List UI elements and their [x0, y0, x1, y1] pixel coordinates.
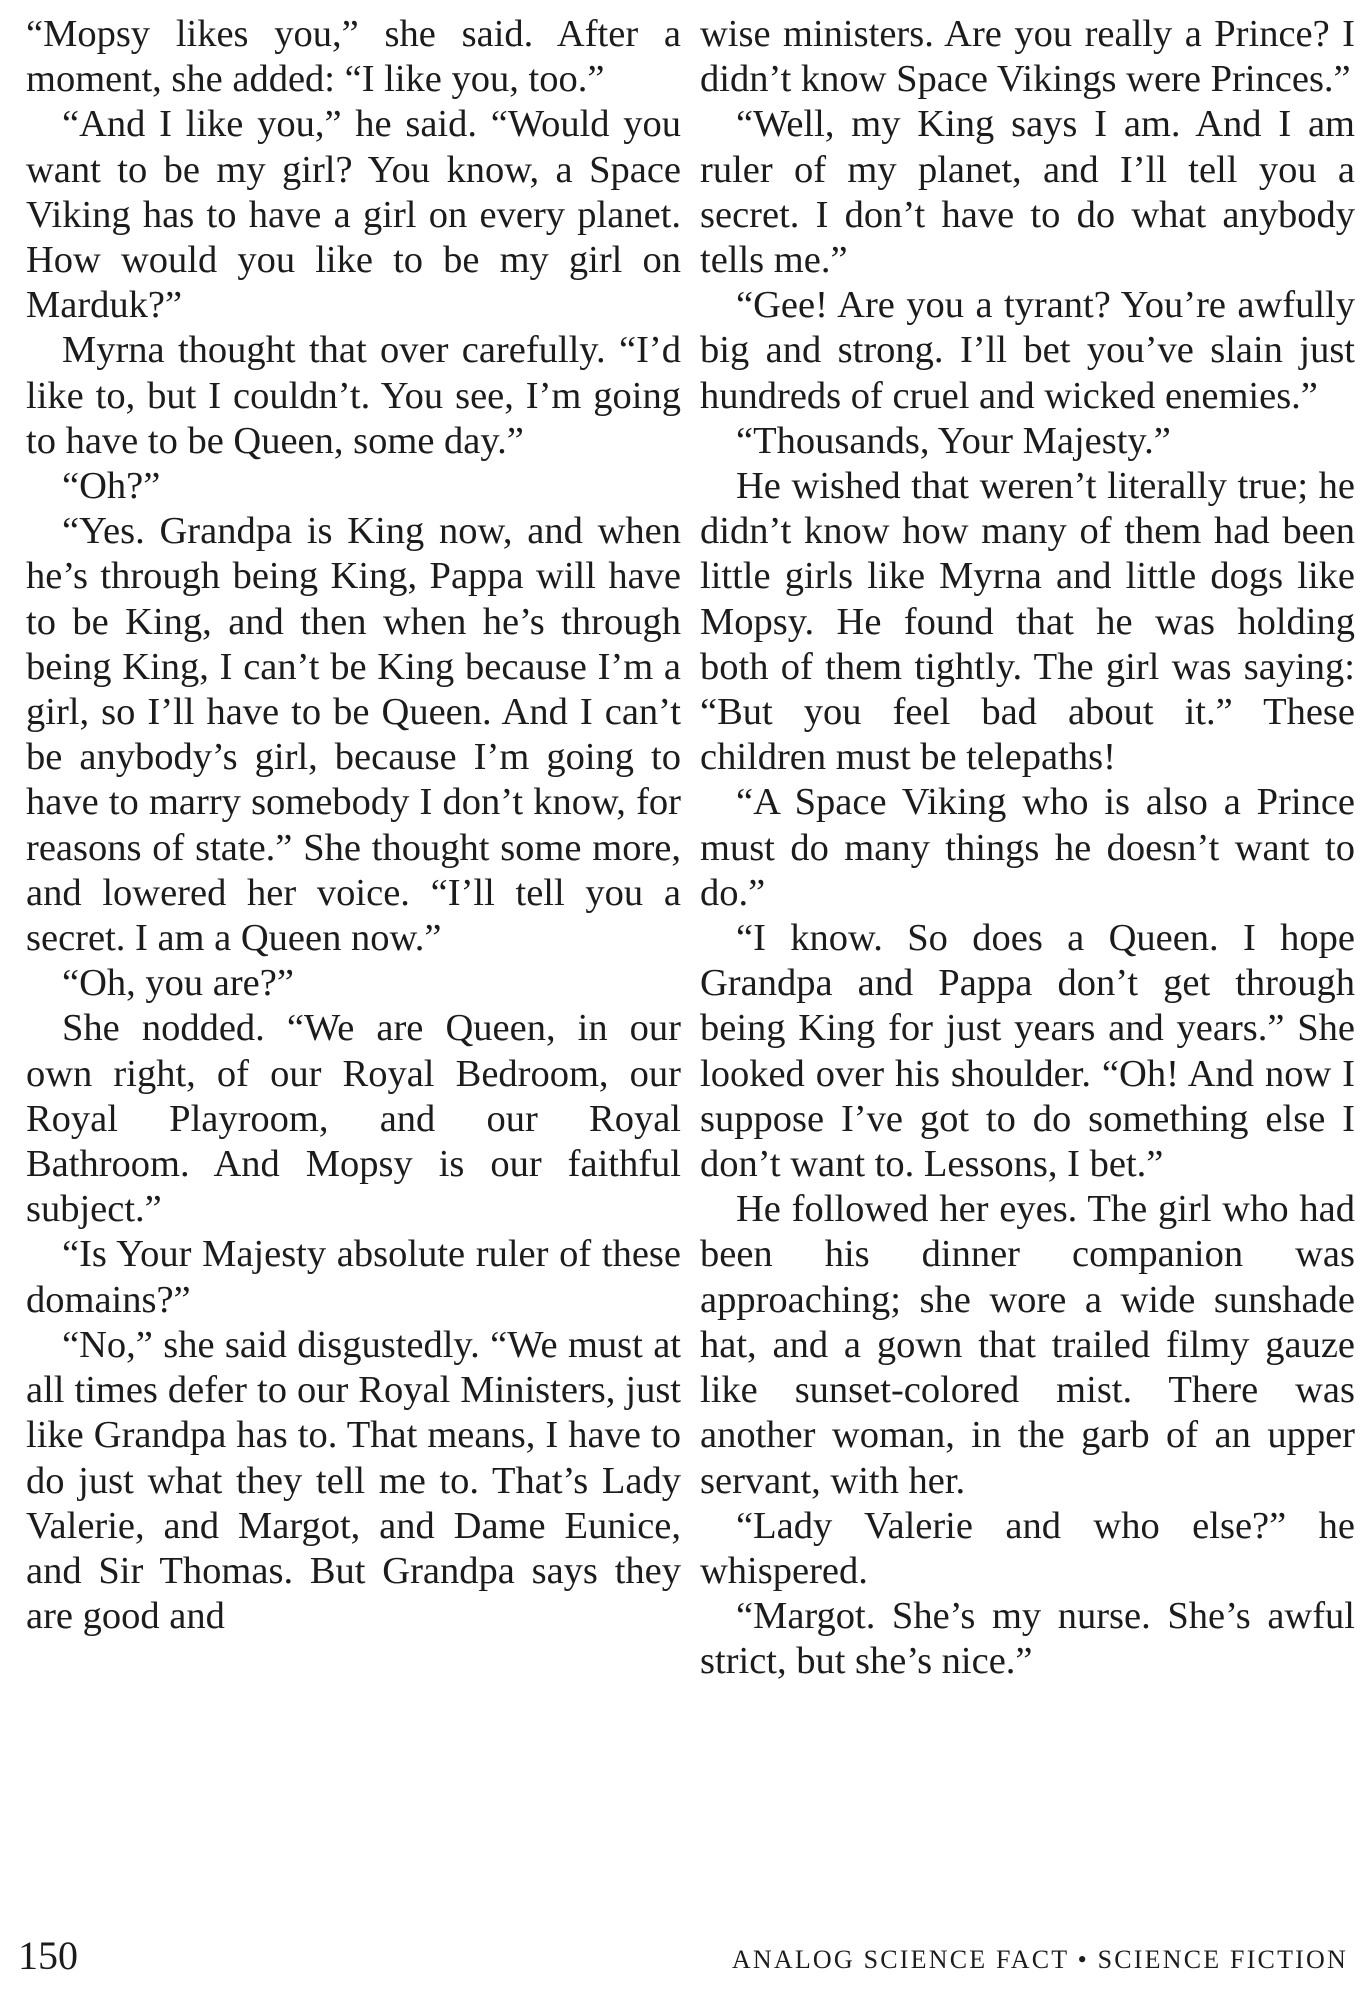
paragraph: “No,” she said disgustedly. “We must at all times defer to our Royal Ministers, just like Grandpa has to. That means, I have to do just what they tell me to. That’s Lady Valerie, and Margot, and Dame Eunice, and Sir Thomas. But Grandpa says they are good and: [26, 1323, 681, 1638]
paragraph: “Margot. She’s my nurse. She’s awful strict, but she’s nice.”: [700, 1595, 1355, 1683]
paragraph: “Thousands, Your Majesty.”: [736, 419, 1171, 462]
paragraph: Myrna thought that over carefully. “I’d like to, but I couldn’t. You see, I’m going to have to be Queen, some day.”: [26, 329, 681, 462]
paragraph: “A Space Viking who is also a Prince must do many things he doesn’t want to do.”: [700, 781, 1355, 914]
paragraph: “Well, my King says I am. And I am ruler of my planet, and I’ll tell you a secret. I don’t have to do what anybody tells me.”: [700, 103, 1355, 282]
running-head: ANALOG SCIENCE FACT • SCIENCE FICTION: [731, 1945, 1348, 1974]
paragraph: He wished that weren’t literally true; he didn’t know how many of them had been little girls like Myrna and little dogs like Mopsy. He found that he was holding both of them tightly. The girl was saying: “But you feel bad about it.” These children must be telepaths!: [700, 465, 1355, 779]
paragraph-continuation: wise ministers. Are you really a Prince? I didn’t know Space Vikings were Princes.”: [700, 13, 1355, 101]
paragraph: “And I like you,” he said. “Would you want to be my girl? You know, a Space Viking has to have a girl on every planet. How would you like to be my girl on Marduk?”: [26, 103, 681, 327]
right-text-column: [700, 12, 1355, 1685]
left-text-column: [26, 12, 681, 1639]
page-footer: [18, 1932, 1348, 1982]
paragraph: “Yes. Grandpa is King now, and when he’s through being King, Pappa will have to be King, and then when he’s through being King, I can’t be King because I’m a girl, so I’ll have to be Queen. And I can’t be anybody’s girl, because I’m going to have to marry somebody I don’t know, for reasons of state.” She thought some more, and lowered her voice. “I’ll tell you a secret. I am a Queen now.”: [26, 510, 681, 960]
paragraph: “Gee! Are you a tyrant? You’re awfully big and strong. I’ll bet you’ve slain just hundreds of cruel and wicked enemies.”: [700, 284, 1355, 417]
paragraph: “Is Your Majesty absolute ruler of these domains?”: [26, 1233, 681, 1321]
paragraph: “Lady Valerie and who else?” he whispered.: [700, 1504, 1355, 1592]
paragraph: She nodded. “We are Queen, in our own right, of our Royal Bedroom, our Royal Playroom, and our Royal Bathroom. And Mopsy is our faithful subject.”: [26, 1007, 681, 1231]
paragraph: He followed her eyes. The girl who had been his dinner companion was approaching; she wore a wide sunshade hat, and a gown that trailed filmy gauze like sunset-colored mist. There was another woman, in the garb of an upper servant, with her.: [700, 1188, 1355, 1502]
paragraph: “Oh, you are?”: [62, 962, 294, 1005]
paragraph: “Oh?”: [62, 465, 161, 508]
paragraph: “Mopsy likes you,” she said. After a moment, she added: “I like you, too.”: [26, 13, 681, 101]
page-number: 150: [18, 1933, 78, 1978]
paragraph: “I know. So does a Queen. I hope Grandpa and Pappa don’t get through being King for just years and years.” She looked over his shoulder. “Oh! And now I suppose I’ve got to do something else I don’t want to. Lessons, I bet.”: [700, 917, 1355, 1186]
